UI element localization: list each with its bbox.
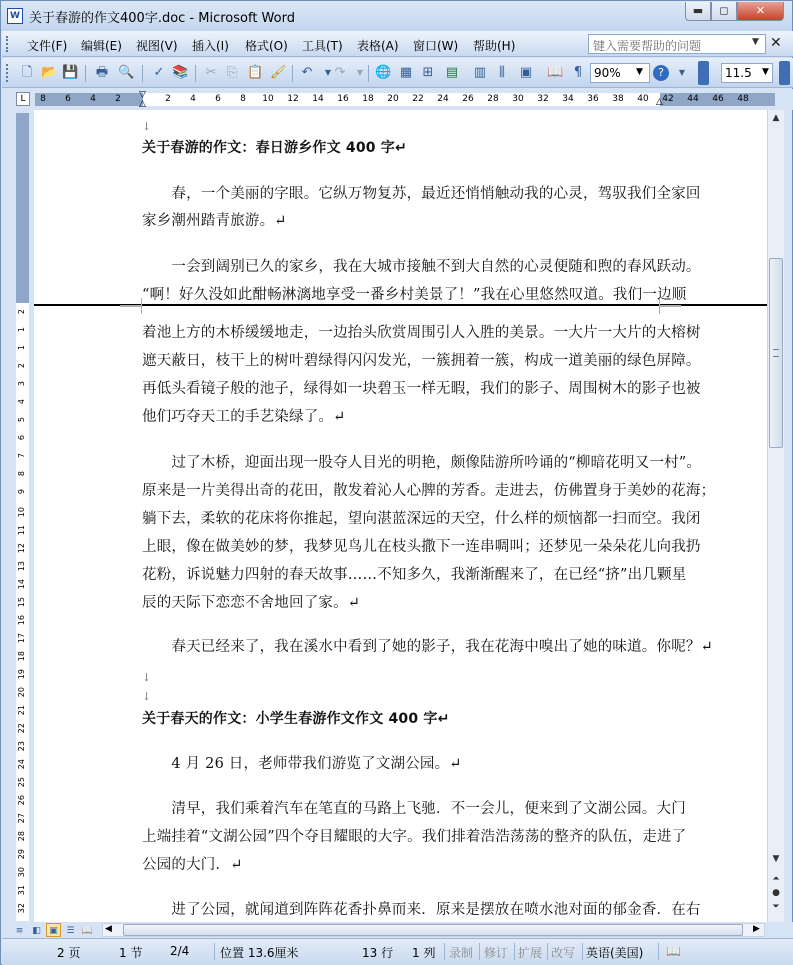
vertical-scrollbar[interactable] bbox=[767, 110, 784, 922]
vertical-ruler-tick: 1 bbox=[17, 345, 26, 351]
corner-crop-mark bbox=[120, 298, 142, 306]
next-page-icon[interactable]: ⏷ bbox=[772, 902, 780, 912]
help-dropdown-icon[interactable]: ▼ bbox=[678, 68, 686, 77]
title-bar[interactable] bbox=[1, 1, 792, 31]
toolbar-separator bbox=[368, 65, 369, 82]
view-and-horizontal-scroll bbox=[2, 922, 793, 938]
print-layout-view-icon[interactable]: ▣ bbox=[46, 923, 61, 937]
status-section[interactable]: 1 节 bbox=[119, 946, 143, 960]
status-rec[interactable]: 录制 bbox=[449, 946, 474, 960]
text-line: 过了木桥，迎面出现一股夺人目光的明艳，颇像陆游所吟诵的“柳暗花明又一村”。 bbox=[142, 455, 702, 471]
vertical-ruler-tick: 10 bbox=[17, 507, 26, 518]
columns-icon[interactable]: ▥ bbox=[473, 65, 487, 80]
scroll-grip-icon bbox=[773, 349, 779, 357]
first-line-indent-marker-icon[interactable]: ▽ bbox=[139, 90, 146, 100]
vertical-ruler-tick: 2 bbox=[17, 309, 26, 315]
toolbar-separator bbox=[195, 65, 196, 82]
help-search-dropdown-icon[interactable]: ▼ bbox=[752, 37, 759, 47]
menu-bar bbox=[2, 31, 793, 57]
text-line: 家乡潮州踏青旅游。↵ bbox=[142, 213, 287, 229]
status-separator bbox=[214, 943, 215, 960]
ruler-tick: 8 bbox=[40, 94, 46, 104]
hyperlink-icon[interactable]: 🌐 bbox=[375, 65, 392, 80]
vertical-ruler-tick: 8 bbox=[17, 471, 26, 477]
corner-crop-mark bbox=[120, 306, 142, 314]
status-separator bbox=[514, 943, 515, 960]
open-folder-icon[interactable]: 📂 bbox=[41, 65, 58, 80]
reading-layout-icon[interactable]: 📖 bbox=[547, 65, 564, 80]
text-line: 上眼，像在做美妙的梦，我梦见鸟儿在枝头撒下一连串啁叫；还梦见一朵朵花儿向我扔 bbox=[142, 539, 701, 555]
ruler-tick: 6 bbox=[65, 94, 71, 104]
research-icon[interactable]: 📚 bbox=[172, 65, 189, 80]
tab-selector-button[interactable]: L bbox=[16, 92, 30, 106]
zoom-select[interactable]: 90% bbox=[590, 63, 650, 83]
vertical-ruler-tick: 13 bbox=[17, 561, 26, 572]
ruler-tick: 16 bbox=[337, 94, 349, 104]
normal-view-icon[interactable]: ≡ bbox=[15, 926, 24, 936]
menu-table[interactable]: 表格(A) bbox=[357, 39, 399, 53]
vertical-ruler[interactable] bbox=[12, 113, 33, 921]
ruler-tick: 38 bbox=[612, 94, 624, 104]
vertical-ruler-tick: 32 bbox=[17, 903, 26, 914]
ruler-tick: 14 bbox=[312, 94, 324, 104]
text-line: 清早，我们乘着汽车在笔直的马路上飞驰．不一会儿，便来到了文湖公园。大门 bbox=[142, 801, 686, 817]
vertical-ruler-tick: 31 bbox=[17, 885, 26, 896]
vertical-ruler-tick: 3 bbox=[17, 381, 26, 387]
vertical-ruler-tick: 12 bbox=[17, 543, 26, 554]
text-line: 上端挂着“文湖公园”四个夺目耀眼的大字。我们排着浩浩荡荡的整齐的队伍，走进了 bbox=[142, 829, 687, 845]
vertical-ruler-tick: 1 bbox=[17, 327, 26, 333]
drawing-icon[interactable]: ⫼ bbox=[499, 65, 505, 80]
horizontal-ruler[interactable] bbox=[2, 89, 793, 110]
vertical-ruler-tick: 11 bbox=[17, 525, 26, 536]
vertical-ruler-tick: 4 bbox=[17, 399, 26, 405]
vertical-ruler-tick: 6 bbox=[17, 435, 26, 441]
vertical-ruler-top-margin bbox=[16, 113, 29, 303]
status-line[interactable]: 13 行 bbox=[362, 946, 394, 960]
left-indent-marker-icon[interactable]: △ bbox=[139, 99, 146, 109]
text-line: 进了公园，就闻道到阵阵花香扑鼻而来．原来是摆放在喷水池对面的郁金香．在右 bbox=[142, 902, 701, 918]
window-title: 关于春游的作文400字.doc - Microsoft Word bbox=[29, 11, 295, 26]
vertical-ruler-tick: 25 bbox=[17, 777, 26, 788]
vertical-ruler-tick: 28 bbox=[17, 831, 26, 842]
ruler-tick: 10 bbox=[262, 94, 274, 104]
word-app-icon[interactable]: W bbox=[7, 8, 23, 24]
vertical-ruler-tick: 19 bbox=[17, 669, 26, 680]
text-line: 着池上方的木桥缓缓地走，一边抬头欣赏周围引人入胜的美景。一大片一大片的大榕树 bbox=[142, 325, 701, 341]
ruler-tick: 30 bbox=[512, 94, 524, 104]
status-page[interactable]: 2 页 bbox=[57, 946, 81, 960]
status-separator bbox=[582, 943, 583, 960]
menu-help[interactable]: 帮助(H) bbox=[473, 39, 516, 53]
spelling-icon[interactable]: ✓ bbox=[153, 65, 165, 80]
ruler-tick: 24 bbox=[437, 94, 449, 104]
status-page-of[interactable]: 2/4 bbox=[170, 944, 190, 958]
toolbar-grip-icon[interactable] bbox=[6, 64, 9, 82]
status-bar bbox=[2, 938, 793, 965]
text-line: 花粉，诉说魅力四射的春天故事……不知多久，我渐渐醒来了，在已经“挤”出几颗星 bbox=[142, 567, 687, 583]
horizontal-scroll-thumb[interactable] bbox=[123, 924, 743, 936]
ruler-tick: 2 bbox=[115, 94, 121, 104]
vertical-ruler-tick: 5 bbox=[17, 417, 26, 423]
status-trk[interactable]: 修订 bbox=[484, 946, 509, 960]
text-line: 春，一个美丽的字眼。它纵万物复苏，最近还悄悄触动我的心灵，驾驭我们全家回 bbox=[142, 186, 701, 202]
menu-file[interactable]: 文件(F) bbox=[27, 39, 68, 53]
scroll-up-icon[interactable]: ▲ bbox=[772, 113, 780, 123]
text-line: 遮天蔽日，枝干上的树叶碧绿得闪闪发光，一簇拥着一簇，构成一道美丽的绿色屏障。 bbox=[142, 353, 701, 369]
close-window-button[interactable]: ✕ bbox=[737, 2, 784, 21]
menu-tools[interactable]: 工具(T) bbox=[302, 39, 343, 53]
undo-dropdown-icon[interactable]: ▼ bbox=[324, 68, 332, 77]
ruler-tick: 22 bbox=[412, 94, 424, 104]
text-line: 躺下去，柔软的花床将你推起，望向湛蓝深远的天空，什么样的烦恼都一扫而空。我闭 bbox=[142, 511, 701, 527]
spelling-status-icon[interactable]: 📖 bbox=[666, 944, 681, 958]
heading-2: 关于春天的作文：小学生春游作文作文 400 字↵ bbox=[142, 711, 450, 727]
right-indent-marker-icon[interactable]: △ bbox=[656, 97, 663, 107]
close-document-button[interactable]: ✕ bbox=[770, 35, 782, 51]
horizontal-scrollbar[interactable] bbox=[102, 923, 765, 937]
print-icon[interactable]: 🖶 bbox=[95, 65, 109, 80]
scroll-left-icon[interactable]: ◀ bbox=[105, 924, 112, 934]
web-layout-view-icon[interactable]: ◧ bbox=[32, 926, 41, 936]
vertical-ruler-tick: 15 bbox=[17, 597, 26, 608]
show-hide-marks-icon[interactable]: ¶ bbox=[573, 65, 583, 80]
outline-view-icon[interactable]: ☰ bbox=[66, 926, 75, 936]
paste-icon[interactable]: 📋 bbox=[247, 65, 264, 80]
ruler-tick: 12 bbox=[287, 94, 299, 104]
menu-insert[interactable]: 插入(I) bbox=[192, 39, 229, 53]
help-search-input[interactable]: 键入需要帮助的问题 bbox=[588, 34, 766, 54]
vertical-ruler-tick: 14 bbox=[17, 579, 26, 590]
ruler-tick: 6 bbox=[215, 94, 221, 104]
cut-icon[interactable]: ✂ bbox=[205, 65, 217, 80]
paragraph-mark: ↓ bbox=[142, 120, 152, 133]
toolbar-separator bbox=[292, 65, 293, 82]
ruler-tick: 8 bbox=[240, 94, 246, 104]
status-ext[interactable]: 扩展 bbox=[518, 946, 543, 960]
copy-icon[interactable]: ⎘ bbox=[226, 65, 238, 80]
standard-toolbar bbox=[2, 58, 793, 88]
document-map-icon[interactable]: ▣ bbox=[519, 65, 533, 80]
text-line: 4 月 26 日，老师带我们游览了文湖公园。↵ bbox=[142, 756, 462, 772]
maximize-button[interactable]: ◻ bbox=[711, 2, 737, 21]
formatting-options-icon[interactable] bbox=[779, 61, 790, 85]
text-line: 一会到阔别已久的家乡，我在大城市接触不到大自然的心灵便随和煦的春风跃动。 bbox=[142, 259, 701, 275]
vertical-ruler-tick: 2 bbox=[17, 363, 26, 369]
ruler-tick: 2 bbox=[165, 94, 171, 104]
corner-crop-mark bbox=[659, 306, 681, 314]
text-line: 辰的天际下恋恋不舍地回了家。↵ bbox=[142, 595, 361, 611]
paragraph-mark: ↓ bbox=[142, 690, 152, 703]
text-line: 春天已经来了，我在溪水中看到了她的影子，我在花海中嗅出了她的味道。你呢？↵ bbox=[142, 639, 713, 655]
font-size-dropdown-icon[interactable]: ▼ bbox=[762, 67, 769, 77]
vertical-ruler-tick: 29 bbox=[17, 849, 26, 860]
vertical-ruler-tick: 17 bbox=[17, 633, 26, 644]
status-position[interactable]: 位置 13.6厘米 bbox=[220, 946, 299, 960]
vertical-ruler-tick: 9 bbox=[17, 489, 26, 495]
vertical-ruler-tick: 16 bbox=[17, 615, 26, 626]
heading-1: 关于春游的作文：春日游乡作文 400 字↵ bbox=[142, 140, 407, 156]
font-size-select[interactable]: 11.5 bbox=[721, 63, 773, 83]
minimize-button[interactable]: ▬ bbox=[685, 2, 711, 21]
vertical-ruler-tick: 18 bbox=[17, 651, 26, 662]
insert-table-icon[interactable]: ⊞ bbox=[422, 65, 434, 80]
redo-dropdown-icon[interactable]: ▼ bbox=[356, 68, 364, 77]
ruler-tick: 20 bbox=[387, 94, 399, 104]
vertical-ruler-tick: 26 bbox=[17, 795, 26, 806]
vertical-ruler-tick: 30 bbox=[17, 867, 26, 878]
status-language[interactable]: 英语(美国) bbox=[586, 946, 644, 960]
vertical-ruler-tick: 7 bbox=[17, 453, 26, 459]
select-browse-object-icon[interactable]: ● bbox=[772, 888, 780, 898]
text-line: 他们巧夺天工的手艺染绿了。↵ bbox=[142, 409, 346, 425]
text-line: “啊！好久没如此酣畅淋漓地享受一番乡村美景了！”我在心里悠然叹道。我们一边顺 bbox=[142, 287, 687, 303]
toolbar-options-icon[interactable] bbox=[698, 61, 709, 85]
status-separator bbox=[479, 943, 480, 960]
tables-borders-icon[interactable]: ▦ bbox=[399, 65, 413, 80]
menu-grip-icon[interactable] bbox=[6, 36, 9, 52]
ruler-tick: 46 bbox=[712, 94, 724, 104]
help-icon[interactable]: ? bbox=[653, 65, 669, 81]
vertical-ruler-tick: 27 bbox=[17, 813, 26, 824]
status-separator bbox=[658, 943, 659, 960]
zoom-dropdown-icon[interactable]: ▼ bbox=[636, 67, 643, 77]
ruler-tick: 18 bbox=[362, 94, 374, 104]
text-line: 原来是一片美得出奇的花田，散发着沁人心脾的芳香。走进去，仿佛置身于美妙的花海； bbox=[142, 483, 716, 499]
status-column[interactable]: 1 列 bbox=[412, 946, 436, 960]
ruler-tick: 48 bbox=[737, 94, 749, 104]
vertical-scroll-thumb[interactable] bbox=[769, 258, 783, 448]
document-page[interactable] bbox=[34, 110, 767, 922]
ruler-tick: 36 bbox=[587, 94, 599, 104]
reading-layout-view-icon[interactable]: 📖 bbox=[81, 926, 94, 936]
left-gutter bbox=[2, 110, 12, 922]
ruler-tick: 26 bbox=[462, 94, 474, 104]
toolbar-separator bbox=[85, 65, 86, 82]
save-icon[interactable]: 💾 bbox=[62, 65, 79, 80]
menu-view[interactable]: 视图(V) bbox=[136, 39, 178, 53]
ruler-tick: 28 bbox=[487, 94, 499, 104]
paragraph-mark: ↓ bbox=[142, 671, 152, 684]
status-ovr[interactable]: 改写 bbox=[551, 946, 576, 960]
undo-icon[interactable]: ↶ bbox=[301, 65, 313, 80]
new-document-icon[interactable]: 🗋 bbox=[21, 65, 33, 80]
insert-excel-icon[interactable]: ▤ bbox=[445, 65, 459, 80]
status-separator bbox=[547, 943, 548, 960]
text-line: 公园的大门．↵ bbox=[142, 857, 243, 873]
page-break-line bbox=[34, 304, 767, 306]
ruler-tick: 4 bbox=[90, 94, 96, 104]
format-painter-icon[interactable]: 🖌 bbox=[270, 65, 287, 80]
scroll-down-icon[interactable]: ▼ bbox=[772, 854, 780, 864]
menu-window[interactable]: 窗口(W) bbox=[413, 39, 459, 53]
vertical-ruler-tick: 21 bbox=[17, 705, 26, 716]
ruler-tick: 40 bbox=[637, 94, 649, 104]
redo-icon[interactable]: ↷ bbox=[334, 65, 346, 80]
menu-edit[interactable]: 编辑(E) bbox=[81, 39, 122, 53]
vertical-ruler-tick: 22 bbox=[17, 723, 26, 734]
text-line: 再低头看镜子般的池子，绿得如一块碧玉一样无暇，我们的影子、周围树木的影子也被 bbox=[142, 381, 701, 397]
toolbar-separator bbox=[142, 65, 143, 82]
ruler-tick: 32 bbox=[537, 94, 549, 104]
ruler-tick: 4 bbox=[190, 94, 196, 104]
vertical-ruler-tick: 24 bbox=[17, 759, 26, 770]
ruler-tick: 34 bbox=[562, 94, 574, 104]
ruler-tick: 42 bbox=[662, 94, 674, 104]
ruler-tick: 44 bbox=[687, 94, 699, 104]
menu-format[interactable]: 格式(O) bbox=[245, 39, 288, 53]
vertical-ruler-tick: 20 bbox=[17, 687, 26, 698]
previous-page-icon[interactable]: ⏶ bbox=[772, 874, 780, 884]
vertical-ruler-tick: 23 bbox=[17, 741, 26, 752]
print-preview-icon[interactable]: 🔍 bbox=[118, 65, 135, 80]
scroll-right-icon[interactable]: ▶ bbox=[753, 924, 760, 934]
status-separator bbox=[444, 943, 445, 960]
ruler-left-margin bbox=[35, 93, 143, 106]
